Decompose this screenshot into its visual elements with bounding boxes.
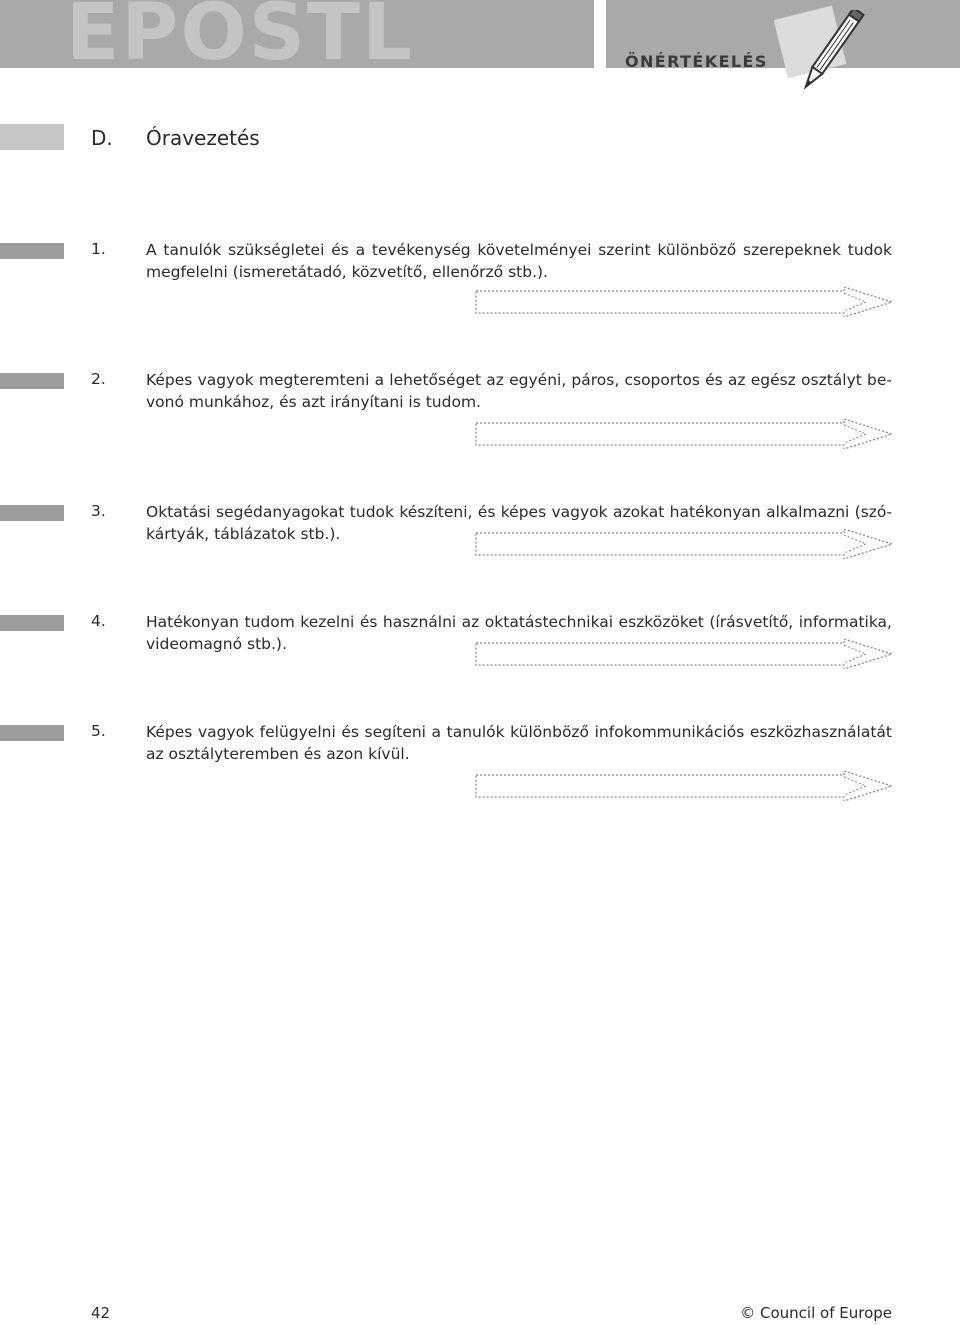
page-number: 42 — [91, 1304, 111, 1322]
rating-arrow-icon[interactable] — [474, 529, 894, 559]
brand-title: EPOSTL — [66, 0, 414, 68]
item-text: Hatékonyan tudom kezelni és használni az oktatástechnikai eszközöket (írásvetítő, informatika, videomagnó stb.). — [146, 613, 892, 653]
item-number: 2. — [91, 370, 106, 388]
item-number: 1. — [91, 240, 106, 258]
rating-arrow-icon[interactable] — [474, 419, 894, 449]
section-marker-bar — [0, 124, 64, 150]
rating-arrow-icon[interactable] — [474, 771, 894, 801]
item-marker-bar — [0, 505, 64, 521]
item-text: Képes vagyok felügyelni és segíteni a tanulók különböző infokommunikációs eszközhasználatát az osztályteremben és azon kívül. — [146, 723, 892, 763]
item-text: A tanulók szükségletei és a tevékenység követelményei szerint különböző szerepeknek tudok megfelelni (ismeretátadó, közvetítő, ellenőrző stb.). — [146, 241, 892, 281]
item-number: 5. — [91, 722, 106, 740]
header-band — [0, 0, 594, 68]
item-marker-bar — [0, 373, 64, 389]
item-number: 3. — [91, 502, 106, 520]
rating-arrow-icon[interactable] — [474, 287, 894, 317]
section-letter: D. — [91, 126, 113, 150]
item-marker-bar — [0, 725, 64, 741]
item-number: 4. — [91, 612, 106, 630]
item-text: Oktatási segédanyagokat tudok készíteni, és képes vagyok azokat hatékonyan alkalmazni (szókártyák, táblázatok stb.). — [146, 503, 892, 543]
section-title: Óravezetés — [146, 126, 260, 150]
copyright-notice: © Council of Europe — [740, 1304, 892, 1322]
rating-arrow-icon[interactable] — [474, 639, 894, 669]
section-label: ÖNÉRTÉKELÉS — [625, 52, 768, 71]
pencil-icon — [790, 10, 870, 100]
item-marker-bar — [0, 243, 64, 259]
item-marker-bar — [0, 615, 64, 631]
item-text: Képes vagyok megteremteni a lehetőséget az egyéni, páros, csoportos és az egész osztályt bevonó munkához, és azt irányítani is tudom. — [146, 371, 892, 411]
